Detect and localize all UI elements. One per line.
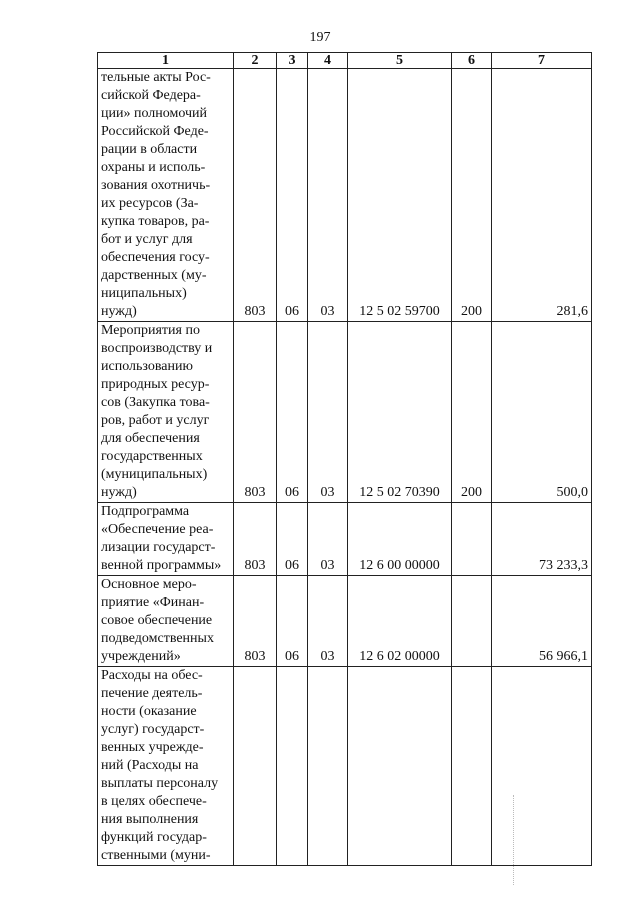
- text-line: ственными (муни-: [101, 848, 211, 863]
- text-line: Мероприятия по: [101, 323, 200, 338]
- target-article-code: 12 6 02 00000: [348, 576, 452, 667]
- table-row: [98, 322, 592, 503]
- expense-type-code: [452, 503, 492, 576]
- item-name: [98, 667, 234, 866]
- text-line: ности (оказание: [101, 704, 197, 719]
- column-header: 1: [98, 53, 234, 69]
- text-line: приятие «Финан-: [101, 595, 205, 610]
- scan-artifact-line: [513, 795, 515, 885]
- text-line: воспроизводству и: [101, 341, 213, 356]
- amount: 500,0: [492, 322, 592, 503]
- target-article-code: 12 6 00 00000: [348, 503, 452, 576]
- text-line: тельные акты Рос-: [101, 70, 211, 85]
- ministry-code: 803: [234, 503, 277, 576]
- text-line: «Обеспечение реа-: [101, 522, 214, 537]
- column-header: 5: [348, 53, 452, 69]
- column-header: 2: [234, 53, 277, 69]
- text-line: (муниципальных): [101, 467, 208, 482]
- table-row: [98, 576, 592, 667]
- ministry-code: 803: [234, 322, 277, 503]
- table-row: [98, 667, 592, 866]
- subsection-code: 03: [308, 503, 348, 576]
- text-line: использованию: [101, 359, 193, 374]
- text-line: Российской Феде-: [101, 124, 209, 139]
- target-article-code: 12 5 02 59700: [348, 69, 452, 322]
- section-code: 06: [277, 576, 308, 667]
- target-article-code: 12 5 02 70390: [348, 322, 452, 503]
- amount: 281,6: [492, 69, 592, 322]
- text-line: ния выполнения: [101, 812, 199, 827]
- text-line: учреждений»: [101, 649, 181, 664]
- text-line: рации в области: [101, 142, 198, 157]
- text-line: обеспечения госу-: [101, 250, 210, 265]
- expense-type-code: 200: [452, 322, 492, 503]
- text-line: функций государ-: [101, 830, 207, 845]
- ministry-code: 803: [234, 69, 277, 322]
- text-line: венных учрежде-: [101, 740, 204, 755]
- header-row: [98, 53, 592, 69]
- column-header: 4: [308, 53, 348, 69]
- text-line: нужд): [101, 304, 137, 319]
- text-line: венной программы»: [101, 558, 222, 573]
- amount: [492, 667, 592, 866]
- text-line: ров, работ и услуг: [101, 413, 210, 428]
- text-line: печение деятель-: [101, 686, 203, 701]
- expense-type-code: [452, 667, 492, 866]
- text-line: для обеспечения: [101, 431, 200, 446]
- text-line: бот и услуг для: [101, 232, 193, 247]
- text-line: сов (Закупка това-: [101, 395, 210, 410]
- expense-type-code: [452, 576, 492, 667]
- target-article-code: [348, 667, 452, 866]
- text-line: лизации государст-: [101, 540, 216, 555]
- text-line: нужд): [101, 485, 137, 500]
- text-line: зования охотничь-: [101, 178, 211, 193]
- text-line: подведомственных: [101, 631, 214, 646]
- text-line: совое обеспечение: [101, 613, 213, 628]
- text-line: выплаты персоналу: [101, 776, 219, 791]
- text-line: Основное меро-: [101, 577, 197, 592]
- text-line: сийской Федера-: [101, 88, 201, 103]
- text-line: дарственных (му-: [101, 268, 207, 283]
- column-header: 3: [277, 53, 308, 69]
- amount: 73 233,3: [492, 503, 592, 576]
- text-line: природных ресур-: [101, 377, 210, 392]
- subsection-code: 03: [308, 69, 348, 322]
- text-line: купка товаров, ра-: [101, 214, 210, 229]
- ministry-code: 803: [234, 576, 277, 667]
- table-row: [98, 503, 592, 576]
- text-line: в целях обеспече-: [101, 794, 207, 809]
- ministry-code: [234, 667, 277, 866]
- item-name: [98, 69, 234, 322]
- text-line: Подпрограмма: [101, 504, 190, 519]
- text-line: ции» полномочий: [101, 106, 208, 121]
- expense-type-code: 200: [452, 69, 492, 322]
- page-number: 197: [309, 30, 331, 45]
- section-code: [277, 667, 308, 866]
- item-name: [98, 322, 234, 503]
- section-code: 06: [277, 503, 308, 576]
- text-line: Расходы на обес-: [101, 668, 203, 683]
- text-line: их ресурсов (За-: [101, 196, 199, 211]
- budget-table: [97, 52, 592, 866]
- section-code: 06: [277, 69, 308, 322]
- item-name: [98, 576, 234, 667]
- subsection-code: 03: [308, 322, 348, 503]
- text-line: государственных: [101, 449, 203, 464]
- text-line: ниципальных): [101, 286, 187, 301]
- column-header: 7: [492, 53, 592, 69]
- text-line: ний (Расходы на: [101, 758, 199, 773]
- table-row: [98, 69, 592, 322]
- text-line: охраны и исполь-: [101, 160, 206, 175]
- amount: 56 966,1: [492, 576, 592, 667]
- section-code: 06: [277, 322, 308, 503]
- text-line: услуг) государст-: [101, 722, 205, 737]
- subsection-code: [308, 667, 348, 866]
- item-name: [98, 503, 234, 576]
- column-header: 6: [452, 53, 492, 69]
- subsection-code: 03: [308, 576, 348, 667]
